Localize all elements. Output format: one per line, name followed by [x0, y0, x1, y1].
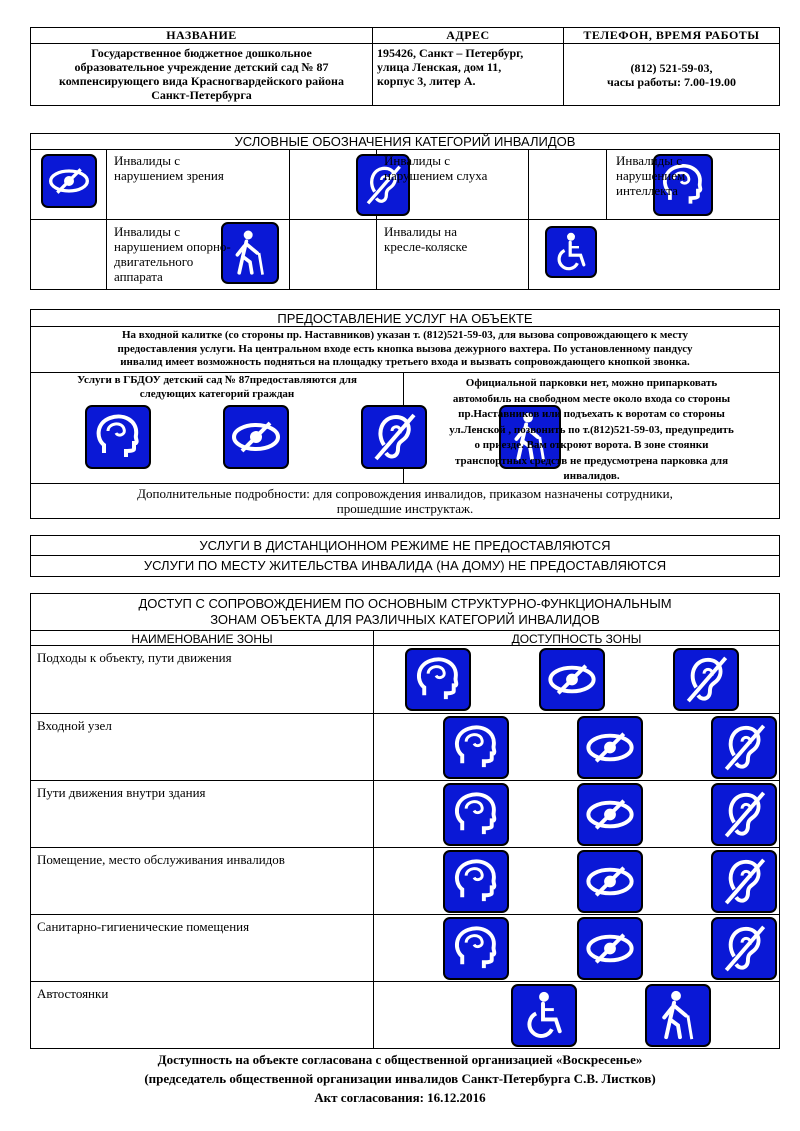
col-address-header: АДРЕС: [373, 28, 564, 44]
vision-icon: [577, 716, 643, 779]
intellect-icon: [443, 850, 509, 913]
zone-name: Автостоянки: [37, 986, 109, 1001]
zone-name: Пути движения внутри здания: [37, 785, 206, 800]
home-services-notice: УСЛУГИ ПО МЕСТУ ЖИТЕЛЬСТВА ИНВАЛИДА (НА ДОМУ) НЕ ПРЕДОСТАВЛЯЮТСЯ: [30, 556, 780, 577]
legend-intellect-label: Инвалиды с нарушением интеллекта: [616, 153, 686, 198]
services-details: Дополнительные подробности: для сопровождения инвалидов, приказом назначены сотрудники, прошедшие инструктаж.: [31, 483, 779, 519]
org-name: Государственное бюджетное дошкольное образовательное учреждение детский сад № 87 компенсирующего вида Красногвардейского района Санкт-Петербурга: [31, 44, 373, 106]
legend-wheelchair-label: Инвалиды на кресле-коляске: [384, 224, 468, 254]
col-phone-header: ТЕЛЕФОН, ВРЕМЯ РАБОТЫ: [564, 28, 780, 44]
zone-name: Санитарно-гигиенические помещения: [37, 919, 250, 934]
vision-icon: [41, 154, 97, 208]
col-name-header: НАЗВАНИЕ: [31, 28, 373, 44]
zone-name: Помещение, место обслуживания инвалидов: [37, 852, 285, 867]
vision-icon: [577, 783, 643, 846]
services-section: [30, 309, 780, 519]
intellect-icon: [405, 648, 471, 711]
agreement-text: Доступность на объекте согласована с общественной организацией «Воскресенье»: [157, 1052, 643, 1067]
legend-hearing-label: Инвалиды с нарушением слуха: [384, 153, 488, 183]
org-phone: (812) 521-59-03,: [630, 60, 713, 75]
org-hours: часы работы: 7.00-19.00: [606, 74, 737, 89]
hearing-icon: [711, 850, 777, 913]
chairman-text: (председатель общественной организации инвалидов Санкт-Петербурга С.В. Листков): [144, 1071, 656, 1086]
zone-row: [31, 914, 779, 981]
hearing-icon: [711, 783, 777, 846]
vision-icon: [223, 405, 289, 469]
vision-icon: [577, 917, 643, 980]
services-intro: На входной калитке (со стороны пр. Наставников) указан т. (812)521-59-03, для вызова сопровождающего к месту предоставления услуги. На центральном входе есть кнопка вызова дежурного вахтера. По установленному пандусу инвалид имеет возможность подняться на площадку третьего входа и вызвать сопровождающего кнопкой звонка.: [31, 327, 779, 373]
hearing-icon: [711, 917, 777, 980]
vision-icon: [577, 850, 643, 913]
col-zone-header: НАИМЕНОВАНИЕ ЗОНЫ: [31, 630, 373, 646]
legend-vision-label: Инвалиды с нарушением зрения: [114, 153, 224, 183]
intellect-icon: [443, 716, 509, 779]
footer: [0, 1050, 800, 1107]
zone-row: [31, 646, 779, 713]
org-address: 195426, Санкт – Петербург, улица Ленская, дом 11, корпус 3, литер А.: [373, 44, 564, 106]
vision-icon: [539, 648, 605, 711]
remote-services-notice: УСЛУГИ В ДИСТАНЦИОННОМ РЕЖИМЕ НЕ ПРЕДОСТАВЛЯЮТСЯ: [30, 535, 780, 556]
zone-name: Входной узел: [37, 718, 112, 733]
access-title: ДОСТУП С СОПРОВОЖДЕНИЕМ ПО ОСНОВНЫМ СТРУКТУРНО-ФУНКЦИОНАЛЬНЫМ ЗОНАМ ОБЪЕКТА ДЛЯ РАЗЛИЧНЫХ КАТЕГОРИЙ ИНВАЛИДОВ: [138, 596, 672, 627]
services-category-icons: [85, 405, 385, 471]
hearing-icon: [673, 648, 739, 711]
hearing-icon: [711, 716, 777, 779]
zone-row: [31, 981, 779, 1048]
wheelchair-icon: [545, 226, 597, 278]
agreement-act: Акт согласования: 16.12.2016: [314, 1090, 486, 1105]
intellect-icon: [85, 405, 151, 469]
zone-row: [31, 780, 779, 847]
zone-row: [31, 713, 779, 780]
parking-info: Официальной парковки нет, можно припарковать автомобиль на свободном месте около входа со стороны пр.Наставников или подъехать к воротам со стороны ул.Ленской , позвонить по т.(812)521-59-03, предупредить о приезде. Вам откроют ворота. В зоне стоянки транспортных средств не предусмотрена парковка для инвалидов.: [449, 377, 734, 482]
legend-title: УСЛОВНЫЕ ОБОЗНАЧЕНИЯ КАТЕГОРИЙ ИНВАЛИДОВ: [31, 134, 779, 150]
col-access-header: ДОСТУПНОСТЬ ЗОНЫ: [373, 630, 779, 646]
org-contacts: [564, 44, 780, 106]
intellect-icon: [443, 917, 509, 980]
wheelchair-icon: [511, 984, 577, 1047]
access-zones-section: [30, 593, 780, 1049]
intellect-icon: [443, 783, 509, 846]
org-info-table: [30, 27, 780, 106]
mobility-icon: [645, 984, 711, 1047]
zone-row: [31, 847, 779, 914]
services-title: ПРЕДОСТАВЛЕНИЕ УСЛУГ НА ОБЪЕКТЕ: [31, 310, 779, 327]
zone-name: Подходы к объекту, пути движения: [37, 650, 232, 665]
services-categories-text: Услуги в ГБДОУ детский сад № 87предоставляются для следующих категорий граждан: [77, 374, 357, 400]
legend-section: [30, 133, 780, 290]
legend-mobility-label: Инвалиды с нарушением опорно- двигательного аппарата: [114, 224, 231, 284]
